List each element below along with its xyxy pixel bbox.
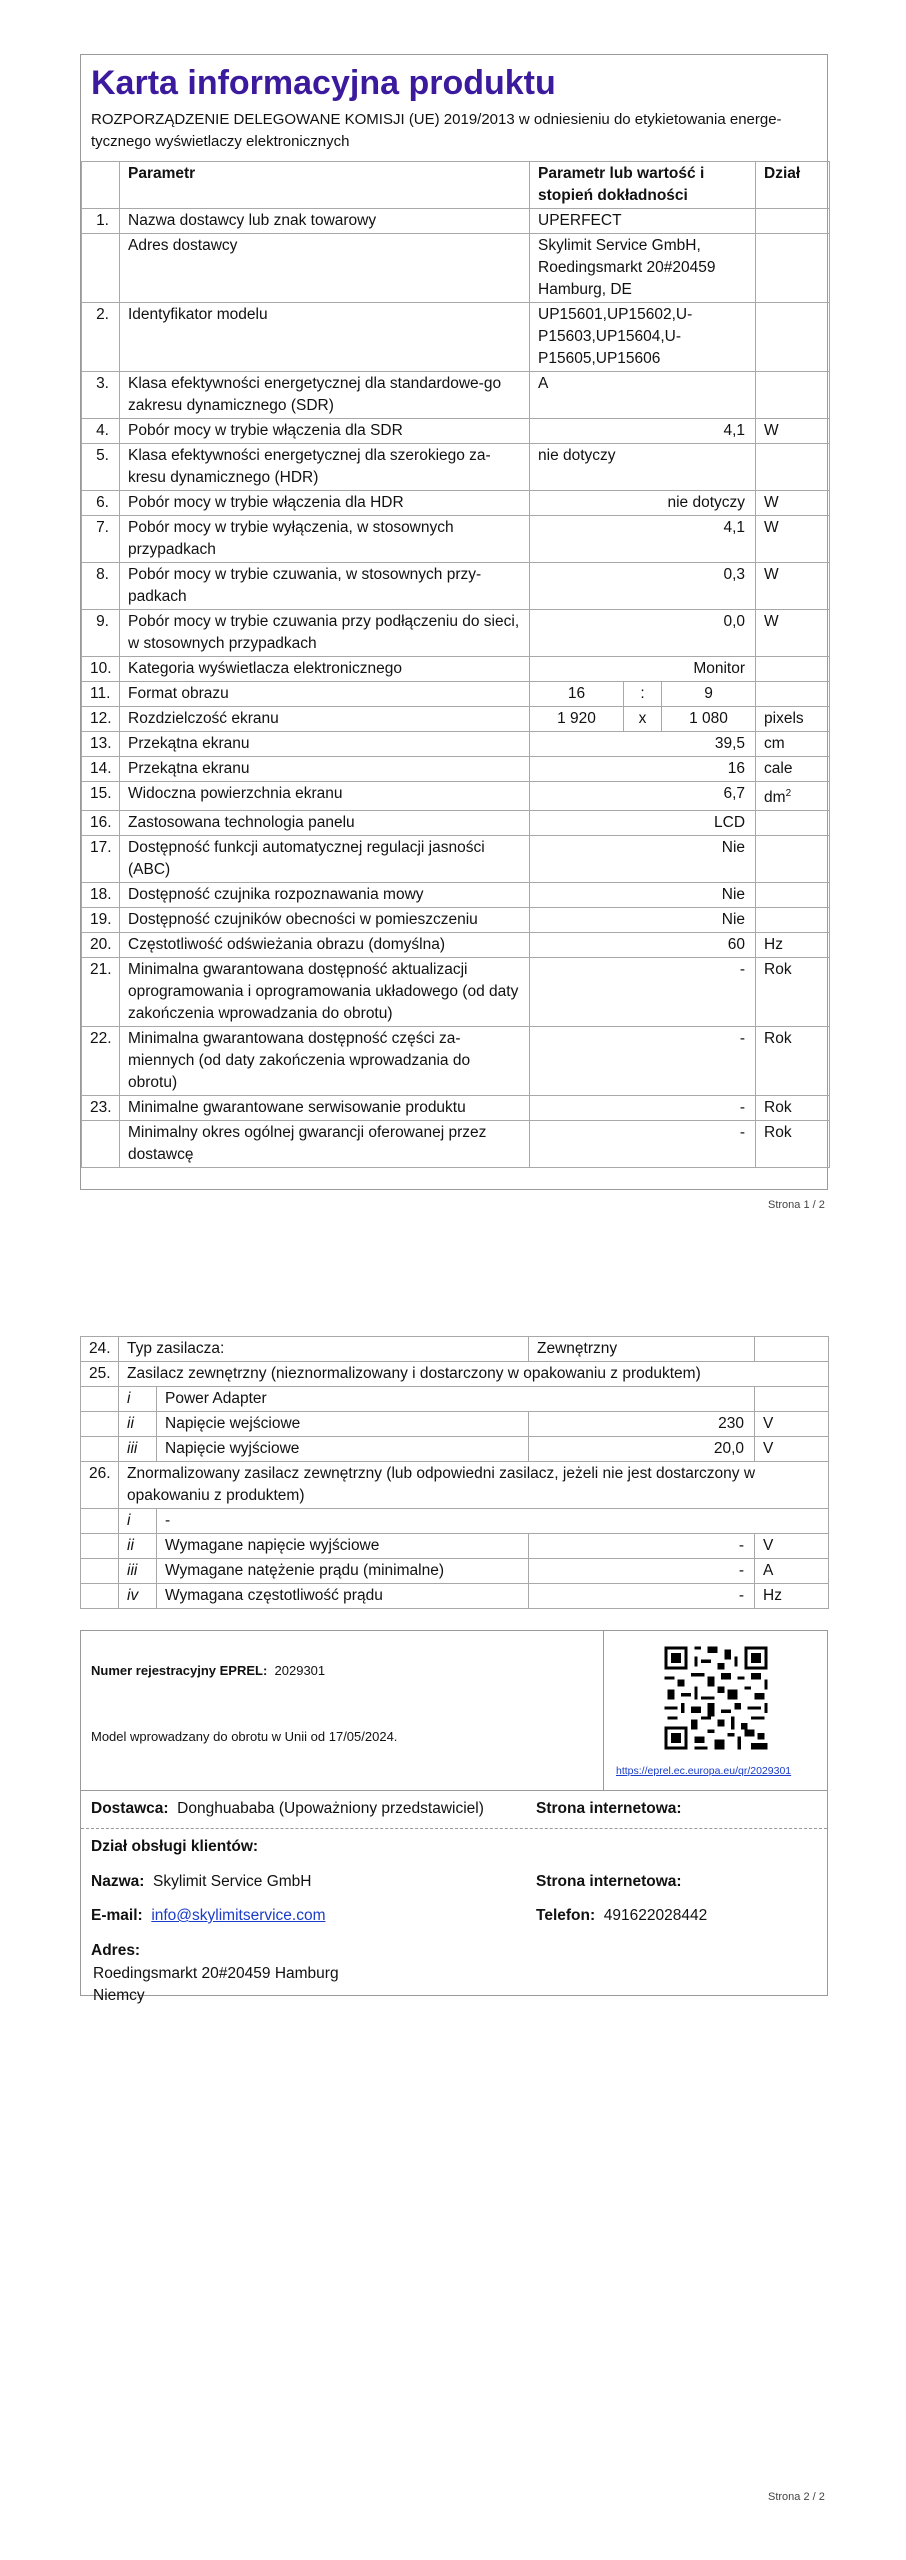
service-title: Dział obsługi klientów: (91, 1838, 259, 1855)
qr-link[interactable]: https://eprel.ec.europa.eu/qr/2029301 (616, 1765, 792, 1777)
table-row: 16. Zastosowana technologia panelu LCD (82, 811, 830, 836)
table-row: 5. Klasa efektywności energetycznej dla szerokiego za-kresu dynamicznego (HDR) nie dotyczy (82, 444, 830, 491)
eprel-reg: Numer rejestracyjny EPREL: 2029301 (91, 1663, 326, 1678)
table-row: 25. Zasilacz zewnętrzny (nieznormalizowany i dostarczony w opakowaniu z produktem) (81, 1362, 829, 1387)
table-row: i - (81, 1509, 829, 1534)
table-row: i Power Adapter (81, 1387, 829, 1412)
regulation-text: ROZPORZĄDZENIE DELEGOWANE KOMISJI (UE) 2019/2013 w odniesieniu do etykietowania energe-tycznego wyświetlaczy elektronicznych (91, 111, 782, 150)
table-row: 2. Identyfikator modelu UP15601,UP15602,U-P15603,UP15604,U-P15605,UP15606 (82, 303, 830, 372)
table-row: 22. Minimalna gwarantowana dostępność części za-miennych (od daty zakończenia wprowadzania do obrotu) - Rok (82, 1027, 830, 1096)
table-row: 17. Dostępność funkcji automatycznej regulacji jasności (ABC) Nie (82, 836, 830, 883)
table-row: iii Wymagane natężenie prądu (minimalne) - A (81, 1559, 829, 1584)
table-row: 9. Pobór mocy w trybie czuwania przy podłączeniu do sieci, w stosownych przypadkach 0,0 W (82, 610, 830, 657)
table-row: 20. Częstotliwość odświeżania obrazu (domyślna) 60 Hz (82, 933, 830, 958)
eprel-model-text: Model wprowadzany do obrotu w Unii od 17/05/2024. (91, 1729, 398, 1744)
supplier-name-value: UPERFECT (530, 209, 756, 234)
table-row: 21. Minimalna gwarantowana dostępność aktualizacji oprogramowania i oprogramowania układowego (od daty zakończenia wprowadzania do obrotu) - Rok (82, 958, 830, 1027)
table-row: 23. Minimalne gwarantowane serwisowanie produktu - Rok (82, 1096, 830, 1121)
table-row: 14. Przekątna ekranu 16 cale (82, 757, 830, 782)
qr-panel (603, 1631, 827, 1791)
table-row: iii Napięcie wyjściowe 20,0 V (81, 1437, 829, 1462)
service-address-label: Adres: (91, 1942, 141, 1959)
table-row: 1. Nazwa dostawcy lub znak towarowy UPERFECT (82, 209, 830, 234)
table-row: 7. Pobór mocy w trybie wyłączenia, w stosownych przypadkach 4,1 W (82, 516, 830, 563)
product-table (81, 161, 830, 1168)
header-param: Parametr (120, 162, 530, 209)
table-header-row (82, 162, 830, 209)
supplier-website-label: Strona internetowa: (536, 1800, 682, 1817)
psu-type-value: Zewnętrzny (529, 1337, 755, 1362)
table-row: Minimalny okres ogólnej gwarancji oferowanej przez dostawcę - Rok (82, 1121, 830, 1168)
table-row: 24. Typ zasilacza: Zewnętrzny (81, 1337, 829, 1362)
eprel-reg-number: 2029301 (274, 1663, 326, 1678)
table-row: ii Napięcie wejściowe 230 V (81, 1412, 829, 1437)
page-number-2: Strona 2 / 2 (768, 2491, 825, 2503)
eprel-section (81, 1631, 827, 1791)
document-title: Karta informacyjna produktu (91, 64, 556, 102)
table-row: 26. Znormalizowany zasilacz zewnętrzny (lub odpowiedni zasilacz, jeżeli nie jest dostarczony w opakowaniu z produktem) (81, 1462, 829, 1509)
page1-sheet (80, 54, 828, 1190)
table-row: 12. Rozdzielczość ekranu 1 920 x 1 080 pixels (82, 707, 830, 732)
table-row: 18. Dostępność czujnika rozpoznawania mowy Nie (82, 883, 830, 908)
service-name: Skylimit Service GmbH (153, 1873, 312, 1890)
service-phone: 491622028442 (603, 1907, 708, 1924)
qr-code-icon (661, 1643, 771, 1753)
supplier-address-value: Skylimit Service GmbH, Roedingsmarkt 20#20459 Hamburg, DE (530, 234, 756, 303)
model-id-value: UP15601,UP15602,U-P15603,UP15604,U-P15605,UP15606 (530, 303, 756, 372)
table-row: 10. Kategoria wyświetlacza elektronicznego Monitor (82, 657, 830, 682)
table-row: Adres dostawcy Skylimit Service GmbH, Roedingsmarkt 20#20459 Hamburg, DE (82, 234, 830, 303)
table-row: 6. Pobór mocy w trybie włączenia dla HDR nie dotyczy W (82, 491, 830, 516)
page2-table-wrap (80, 1336, 828, 1609)
supplier-row: Dostawca: Donghuababa (Upoważniony przedstawiciel) Strona internetowa: (81, 1791, 827, 1829)
table-row: iv Wymagana częstotliwość prądu - Hz (81, 1584, 829, 1609)
table-row: ii Wymagane napięcie wyjściowe - V (81, 1534, 829, 1559)
power-supply-table (80, 1336, 829, 1609)
service-address-line1: Roedingsmarkt 20#20459 Hamburg (93, 1965, 339, 1982)
page-number-1: Strona 1 / 2 (768, 1199, 825, 1211)
table-row: 11. Format obrazu 16 : 9 (82, 682, 830, 707)
header-value: Parametr lub wartość i stopień dokładności (530, 162, 756, 209)
service-address-line2: Niemcy (93, 1987, 145, 2004)
table-row: 3. Klasa efektywności energetycznej dla standardowe-go zakresu dynamicznego (SDR) A (82, 372, 830, 419)
table-row: 4. Pobór mocy w trybie włączenia dla SDR 4,1 W (82, 419, 830, 444)
table-row: 13. Przekątna ekranu 39,5 cm (82, 732, 830, 757)
table-row: 19. Dostępność czujników obecności w pomieszczeniu Nie (82, 908, 830, 933)
table-row: 15. Widoczna powierzchnia ekranu 6,7 $dm^2$ (82, 782, 830, 811)
supplier-value: Donghuababa (Upoważniony przedstawiciel) (177, 1800, 484, 1817)
service-email-link[interactable]: info@skylimitservice.com (151, 1907, 326, 1924)
table-row: 8. Pobór mocy w trybie czuwania, w stosownych przy-padkach 0,3 W (82, 563, 830, 610)
service-website-label: Strona internetowa: (536, 1873, 682, 1890)
header-unit: Dział (756, 162, 830, 209)
eprel-info-box: Numer rejestracyjny EPREL: 2029301 Model wprowadzany do obrotu w Unii od 17/05/2024. https://eprel.ec.europa.eu/qr/2029301 Dostawca: Donghuababa (Upoważniony przedstawiciel) Strona internetowa: Dział obsługi klientów: Nazwa: Skylimit Service GmbH Strona internetowa: E-mail: info@skylimitservice.com Telefon: 491622028442 Adres: Roedingsmarkt 20#20459 Hamburg Niemcy (80, 1630, 828, 1996)
